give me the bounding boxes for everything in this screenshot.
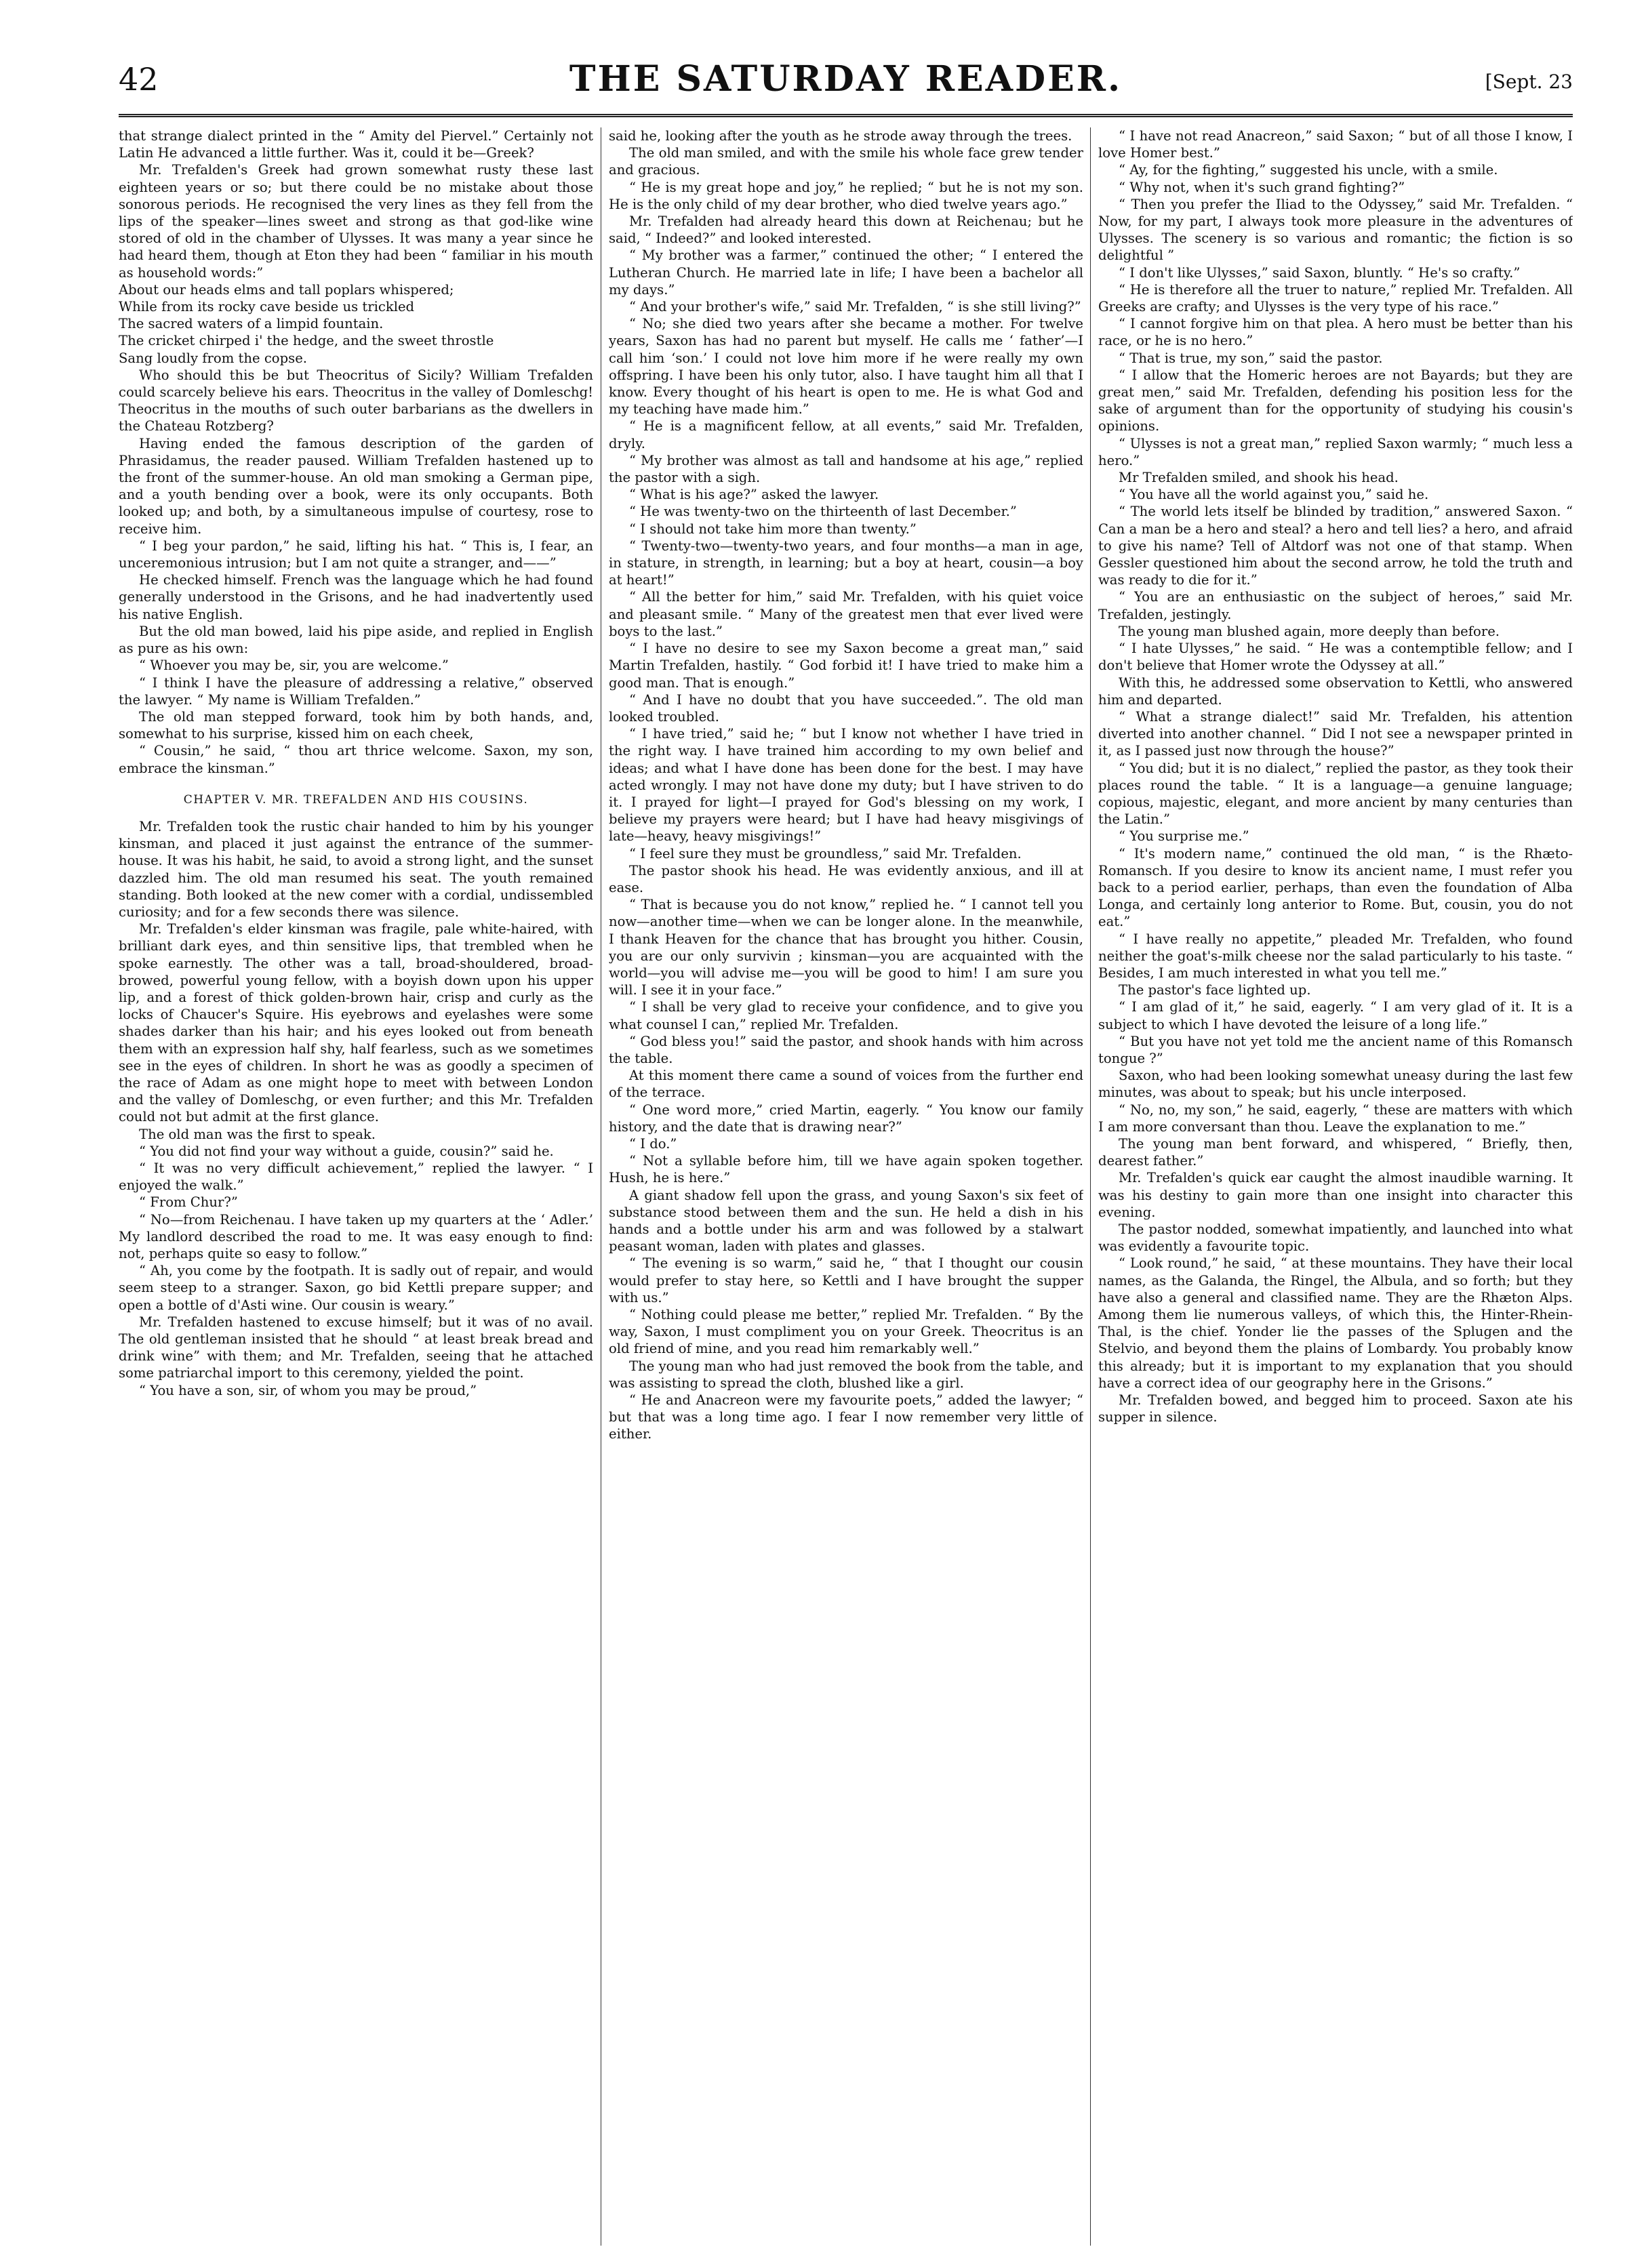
paragraph: “ I do.” [629, 1135, 677, 1152]
paragraph: “ I have no desire to see my Saxon become a great man,” said Martin Trefalden, hastily. “ God forbid it! I have tried to make him a good man. That is enough.” [609, 641, 1083, 691]
paragraph: “ What a strange dialect!” said Mr. Trefalden, his attention diverted into another channel. “ Did I not see a newspaper printed in it, as I passed just now through the house?” [1098, 708, 1573, 759]
paragraph: said he, looking after the youth as he strode away through the trees. [609, 128, 1072, 144]
paragraph: “ You have all the world against you,” said he. [1119, 487, 1429, 503]
paragraph: With this, he addressed some observation to Kettli, who answered him and departed. [1098, 674, 1573, 708]
paragraph: “ And your brother's wife,” said Mr. Trefalden, “ is she still living?” [629, 299, 1081, 315]
paragraph: “ Nothing could please me better,” replied Mr. Trefalden. “ By the way, Saxon, I must compliment you on your Greek. Theocritus is an old friend of mine, and you read him remarkably well.” [609, 1307, 1083, 1357]
paragraph: “ I have really no appetite,” pleaded Mr. Trefalden, who found neither the goat's-milk cheese nor the salad particularly to his taste. “ Besides, I am much interested in what you tell me.” [1098, 931, 1573, 981]
paragraph: The young man who had just removed the book from the table, and was assisting to spread the cloth, blushed like a girl. [609, 1358, 1083, 1391]
paragraph: Sang loudly from the copse. [119, 350, 308, 366]
paragraph: “ I cannot forgive him on that plea. A hero must be better than his race, or he is no hero.” [1098, 316, 1573, 349]
paragraph: The old man smiled, and with the smile his whole face grew tender and gracious. [609, 145, 1083, 178]
paragraph: “ He was twenty-two on the thirteenth of last December.” [629, 504, 1017, 520]
paragraph: that strange dialect printed in the “ Amity del Piervel.” Certainly not Latin He advanced a little further. Was it, could it be—Greek? [119, 128, 593, 161]
paragraph: “ I should not take him more than twenty.” [629, 521, 917, 537]
paragraph: “ I have tried,” said he; “ but I know not whether I have tried in the right way. I have trained him according to my own belief and ideas; and what I have done has been done for the best. I may have acted wrongly. I may not have done my duty; but I have striven to do it. I prayed for light—I prayed for God's blessing on my work, I believe my prayers were heard; but I have had heavy misgivings of late—heavy, heavy misgivings!” [609, 726, 1083, 845]
header-rule [119, 114, 1573, 117]
paragraph: “ I allow that the Homeric heroes are not Bayards; but they are great men,” said Mr. Trefalden, defending his position less for the sake of argument than for the opportunity of studying his cousin's opinions. [1098, 367, 1573, 434]
paragraph: “ What is his age?” asked the lawyer. [629, 487, 879, 503]
paragraph: “ I don't like Ulysses,” said Saxon, bluntly. “ He's so crafty.” [1119, 264, 1521, 281]
paragraph: “ One word more,” cried Martin, eagerly. “ You know our family history, and the date that is drawing near?” [609, 1101, 1083, 1135]
paragraph: “ It was no very difficult achievement,” replied the lawyer. “ I enjoyed the walk.” [119, 1160, 593, 1194]
paragraph: “ Whoever you may be, sir, you are welcome.” [139, 657, 449, 674]
paragraph: The young man bent forward, and whispered, “ Briefly, then, dearest father.” [1098, 1135, 1573, 1169]
paragraph: The pastor nodded, somewhat impatiently, and launched into what was evidently a favourite topic. [1098, 1221, 1573, 1255]
paragraph: “ You did not find your way without a guide, cousin?” said he. [139, 1143, 554, 1159]
paragraph: “ No; she died two years after she became a mother. For twelve years, Saxon has had no parent but myself. He calls me ‘ father’—I call him ‘son.’ I could not love him more if he were really my own offspring. I have been his only tutor, also. I have taught him all that I know. Every thought of his heart is open to me. He is what God and my teaching have made him.” [609, 316, 1083, 418]
paragraph: Mr. Trefalden's Greek had grown somewhat rusty these last eighteen years or so; but there could be no mistake about those sonorous periods. He recognised the very lines as they fell from the lips of the speaker—lines sweet and strong as that god-like wine stored of old in the chamber of Ulysses. It was many a year since he had heard them, though at Eton they had been “ familiar in his mouth as household words:” [119, 162, 593, 281]
paragraph: While from its rocky cave beside us trickled [119, 299, 415, 315]
paragraph: “ Ay, for the fighting,” suggested his uncle, with a smile. [1119, 162, 1498, 178]
paragraph: “ My brother was almost as tall and handsome at his age,” replied the pastor with a sigh. [609, 452, 1083, 486]
paragraph: The old man was the first to speak. [139, 1126, 376, 1142]
paragraph: Mr. Trefalden's quick ear caught the almost inaudible warning. It was his destiny to gain more than one insight into character this evening. [1098, 1170, 1573, 1220]
paragraph: “ You are an enthusiastic on the subject of heroes,” said Mr. Trefalden, jestingly. [1098, 589, 1573, 622]
paragraph: “ Then you prefer the Iliad to the Odyssey,” said Mr. Trefalden. “ Now, for my part, I always took more pleasure in the adventures of Ulysses. The scenery is so various and romantic; the fiction is so delightful ” [1098, 196, 1573, 264]
text-column-2 [609, 127, 1083, 2249]
paragraph: “ The world lets itself be blinded by tradition,” answered Saxon. “ Can a man be a hero and steal? a hero and tell lies? a hero, and afraid to give his name? Tell of Altdorf was not one of that stamp. When Gessler questioned him about the second arrow, he told the truth and was ready to die for it.” [1098, 504, 1573, 588]
paragraph: “ But you have not yet told me the ancient name of this Romansch tongue ?” [1098, 1033, 1573, 1066]
paragraph: “ And I have no doubt that you have succeeded.”. The old man looked troubled. [609, 691, 1083, 725]
paragraph: “ I am glad of it,” he said, eagerly. “ I am very glad of it. It is a subject to which I have devoted the leisure of a long life.” [1098, 999, 1573, 1032]
chapter-heading: CHAPTER V. MR. TREFALDEN AND HIS COUSINS. [183, 792, 529, 807]
paragraph: “ He is a magnificent fellow, at all events,” said Mr. Trefalden, dryly. [609, 418, 1083, 451]
column-divider [1090, 127, 1091, 2246]
paragraph: The pastor's face lighted up. [1119, 982, 1311, 998]
paragraph: Who should this be but Theocritus of Sicily? William Trefalden could scarcely believe his ears. Theocritus in the valley of Domleschg! Theocritus in the mouths of such outer barbarians as the dwellers in the Chateau Rotzberg? [119, 367, 593, 434]
paragraph: “ You have a son, sir, of whom you may be proud,” [139, 1382, 477, 1398]
issue-date: [Sept. 23 [1485, 70, 1573, 93]
paragraph: “ I feel sure they must be groundless,” said Mr. Trefalden. [629, 845, 1022, 862]
paragraph: Mr. Trefalden's elder kinsman was fragile, pale white-haired, with brilliant dark eyes, and thin sensitive lips, that trembled when he spoke earnestly. The other was a tall, broad-shouldered, broad-browed, powerful young fellow, with a boyish down upon his upper lip, and a forest of thick golden-brown hair, crisp and curly as the locks of Chaucer's Squire. His eyebrows and eyelashes were some shades darker than his hair; and his eyes looked out from beneath them with an expression half shy, half fearless, such as we sometimes see in the eyes of children. In short he was as goodly a specimen of the race of Adam as one might hope to meet with between London and the valley of Domleschg, or even further; and this Mr. Trefalden could not but admit at the first glance. [119, 921, 593, 1125]
paragraph: “ I hate Ulysses,” he said. “ He was a contemptible fellow; and I don't believe that Homer wrote the Odyssey at all.” [1098, 641, 1573, 674]
paragraph: “ That is because you do not know,” replied he. “ I cannot tell you now—another time—when we can be longer alone. In the meanwhile, I thank Heaven for the chance that has brought you hither. Cousin, you are our only survivin ; kinsman—you are acquainted with the world—you will advise me—you will be good to him! I am sure you will. I see it in your face.” [609, 897, 1083, 998]
paragraph: “ He and Anacreon were my favourite poets,” added the lawyer; “ but that was a long time ago. I fear I now remember very little of either. [609, 1392, 1083, 1442]
paragraph: “ Ah, you come by the footpath. It is sadly out of repair, and would seem steep to a stranger. Saxon, go bid Kettli prepare supper; and open a bottle of d'Asti wine. Our cousin is weary.” [119, 1263, 593, 1313]
paragraph: “ No—from Reichenau. I have taken up my quarters at the ‘ Adler.’ My landlord described the road to me. It was easy enough to find: not, perhaps quite so easy to follow.” [119, 1211, 593, 1261]
paragraph: The old man stepped forward, took him by both hands, and, somewhat to his surprise, kissed him on each cheek, [119, 708, 593, 742]
page-number: 42 [119, 61, 159, 98]
paragraph: Mr. Trefalden had already heard this down at Reichenau; but he said, “ Indeed?” and looked interested. [609, 214, 1083, 247]
text-column-1 [119, 127, 593, 2249]
text-column-3 [1098, 127, 1573, 2249]
paragraph: “ I have not read Anacreon,” said Saxon; “ but of all those I know, I love Homer best.” [1098, 128, 1573, 161]
paragraph: “ The evening is so warm,” said he, “ that I thought our cousin would prefer to stay here, so Kettli and I have brought the supper with us.” [609, 1255, 1083, 1305]
paragraph: “ He is my great hope and joy,” he replied; “ but he is not my son. He is the only child of my dear brother, who died twelve years ago.” [609, 179, 1083, 212]
paragraph: “ I beg your pardon,” he said, lifting his hat. “ This is, I fear, an unceremonious intrusion; but I am not quite a stranger, and——” [119, 538, 593, 571]
paragraph: Mr. Trefalden bowed, and begged him to proceed. Saxon ate his supper in silence. [1098, 1392, 1573, 1425]
paragraph: Mr. Trefalden hastened to excuse himself; but it was of no avail. The old gentleman insisted that he should “ at least break bread and drink wine” with them; and Mr. Trefalden, seeing that he attached some patriarchal import to this ceremony, yielded the point. [119, 1314, 593, 1381]
paragraph: “ Ulysses is not a great man,” replied Saxon warmly; “ much less a hero.” [1098, 435, 1573, 468]
paragraph: “ He is therefore all the truer to nature,” replied Mr. Trefalden. All Greeks are crafty; and Ulysses is the very type of his race.” [1098, 281, 1573, 315]
paragraph: “ Look round,” he said, “ at these mountains. They have their local names, as the Galanda, the Ringel, the Albula, and so forth; but they have also a general and classified name. They are the Rhæton Alps. Among them lie numerous valleys, of which this, the Hinter-Rhein-Thal, is the chief. Yonder lie the passes of the Splugen and the Stelvio, and beyond them the plains of Lombardy. You probably know this already; but it is important to my explanation that you should have a correct idea of our geography here in the Grisons.” [1098, 1255, 1573, 1391]
masthead-title: THE SATURDAY READER. [569, 58, 1123, 100]
paragraph: Mr Trefalden smiled, and shook his head. [1119, 470, 1399, 486]
paragraph: The cricket chirped i' the hedge, and the sweet throstle [119, 333, 494, 349]
paragraph: But the old man bowed, laid his pipe aside, and replied in English as pure as his own: [119, 623, 593, 657]
paragraph: “ I shall be very glad to receive your confidence, and to give you what counsel I can,” replied Mr. Trefalden. [609, 999, 1083, 1032]
paragraph: At this moment there came a sound of voices from the further end of the terrace. [609, 1068, 1083, 1101]
page-header [119, 58, 1573, 112]
paragraph: Saxon, who had been looking somewhat uneasy during the last few minutes, was about to speak; but his uncle interposed. [1098, 1068, 1573, 1101]
paragraph: The sacred waters of a limpid fountain. [119, 316, 384, 332]
paragraph: “ You did; but it is no dialect,” replied the pastor, as they took their places round the table. “ It is a language—a genuine language; copious, majestic, elegant, and more ancient by many centuries than the Latin.” [1098, 760, 1573, 828]
paragraph: “ Twenty-two—twenty-two years, and four months—a man in age, in stature, in strength, in learning; but a boy at heart, cousin—a boy at heart!” [609, 538, 1083, 588]
paragraph: The pastor shook his head. He was evidently anxious, and ill at ease. [609, 862, 1083, 895]
paragraph: He checked himself. French was the language which he had found generally understood in the Grisons, and he had inadvertently used his native English. [119, 572, 593, 622]
paragraph: “ God bless you!” said the pastor, and shook hands with him across the table. [609, 1033, 1083, 1066]
paragraph: “ All the better for him,” said Mr. Trefalden, with his quiet voice and pleasant smile. “ Many of the greatest men that ever lived were boys to the last.” [609, 589, 1083, 639]
paragraph: About our heads elms and tall poplars whispered; [119, 281, 454, 298]
paragraph: “ It's modern name,” continued the old man, “ is the Rhæto-Romansch. If you desire to know its ancient name, I must refer you back to a period earlier, perhaps, than even the foundation of Alba Longa, and certainly long anterior to Rome. But, cousin, you do not eat.” [1098, 845, 1573, 930]
paragraph: “ That is true, my son,” said the pastor. [1119, 350, 1383, 366]
paragraph: “ My brother was a farmer,” continued the other; “ I entered the Lutheran Church. He married late in life; I have been a bachelor all my days.” [609, 247, 1083, 298]
paragraph: Mr. Trefalden took the rustic chair handed to him by his younger kinsman, and placed it just against the entrance of the summer-house. It was his habit, he said, to avoid a strong light, and the sunset dazzled him. The old man resumed his seat. The youth remained standing. Both looked at the new comer with a cordial, undissembled curiosity; and for a few seconds there was silence. [119, 818, 593, 920]
paragraph: A giant shadow fell upon the grass, and young Saxon's six feet of substance stood between them and the sun. He held a dish in his hands and a bottle under his arm and was followed by a stalwart peasant woman, laden with plates and glasses. [609, 1187, 1083, 1255]
paragraph: “ From Chur?” [139, 1194, 238, 1211]
paragraph: Having ended the famous description of the garden of Phrasidamus, the reader paused. William Trefalden hastened up to the front of the summer-house. An old man smoking a German pipe, and a youth bending over a book, were its only occupants. Both looked up; and both, by a simultaneous impulse of courtesy, rose to receive him. [119, 435, 593, 537]
paragraph: “ You surprise me.” [1119, 828, 1249, 845]
paragraph: “ Not a syllable before him, till we have again spoken together. Hush, he is here.” [609, 1153, 1083, 1186]
paragraph: “ I think I have the pleasure of addressing a relative,” observed the lawyer. “ My name is William Trefalden.” [119, 674, 593, 708]
paragraph: “ No, no, my son,” he said, eagerly, “ these are matters with which I am more conversant than thou. Leave the explanation to me.” [1098, 1101, 1573, 1135]
paragraph: “ Cousin,” he said, “ thou art thrice welcome. Saxon, my son, embrace the kinsman.” [119, 743, 593, 776]
paragraph: “ Why not, when it's such grand fighting?” [1119, 179, 1405, 195]
paragraph: The young man blushed again, more deeply than before. [1119, 623, 1500, 639]
